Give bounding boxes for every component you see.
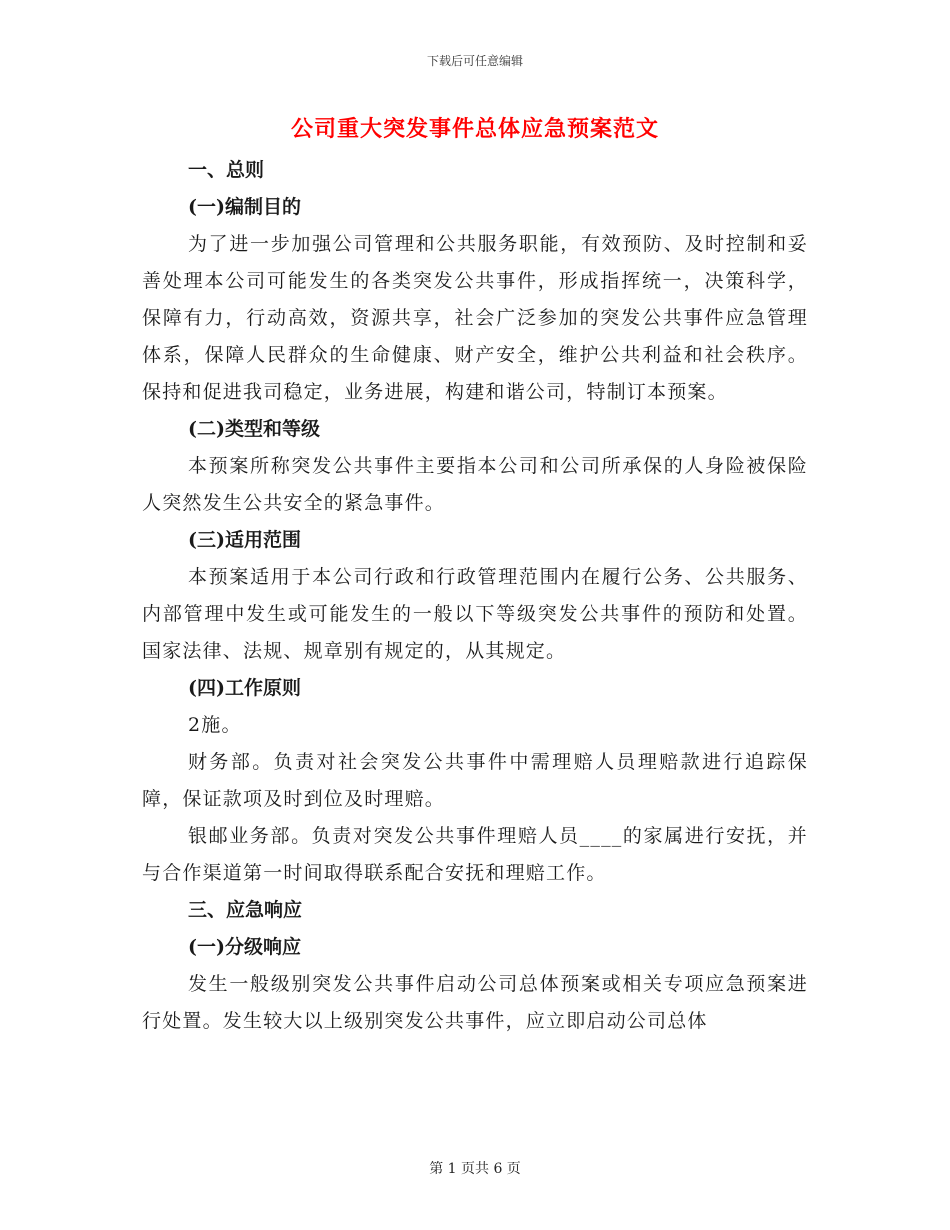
page-footer: 第 1 页共 6 页 [429,1161,521,1177]
section-heading: 一、总则 [188,159,265,181]
header-note: 下载后可任意编辑 [426,54,523,68]
paragraph: 本预案适用于本公司行政和行政管理范围内在履行公务、公共服务、内部管理中发生或可能发生的一般以下等级突发公共事件的预防和处置。国家法律、法规、规章别有规定的，从其规定。 [142,566,808,662]
subsection-heading: (一)分级响应 [188,936,301,958]
subsection-heading: (三)适用范围 [188,529,301,551]
paragraph: 发生一般级别突发公共事件启动公司总体预案或相关专项应急预案进行处置。发生较大以上级别突发公共事件，应立即启动公司总体 [142,973,808,1032]
paragraph: 2施。 [188,714,242,736]
paragraph: 为了进一步加强公司管理和公共服务职能，有效预防、及时控制和妥善处理本公司可能发生的各类突发公共事件，形成指挥统一，决策科学，保障有力，行动高效，资源共享，社会广泛参加的突发公共事件应急管理体系，保障人民群众的生命健康、财产安全，维护公共利益和社会秩序。保持和促进我司稳定，业务进展，构建和谐公司，特制订本预案。 [142,233,808,403]
document-title: 公司重大突发事件总体应急预案范文 [290,116,659,142]
document-body [142,150,808,1040]
paragraph: 财务部。负责对社会突发公共事件中需理赔人员理赔款进行追踪保障，保证款项及时到位及时理赔。 [142,751,808,810]
subsection-heading: (四)工作原则 [188,677,301,699]
subsection-heading: (一)编制目的 [188,196,301,218]
subsection-heading: (二)类型和等级 [188,418,320,440]
paragraph: 银邮业务部。负责对突发公共事件理赔人员____的家属进行安抚，并与合作渠道第一时间取得联系配合安抚和理赔工作。 [142,825,808,884]
paragraph: 本预案所称突发公共事件主要指本公司和公司所承保的人身险被保险人突然发生公共安全的紧急事件。 [142,455,808,514]
section-heading: 三、应急响应 [188,899,303,921]
